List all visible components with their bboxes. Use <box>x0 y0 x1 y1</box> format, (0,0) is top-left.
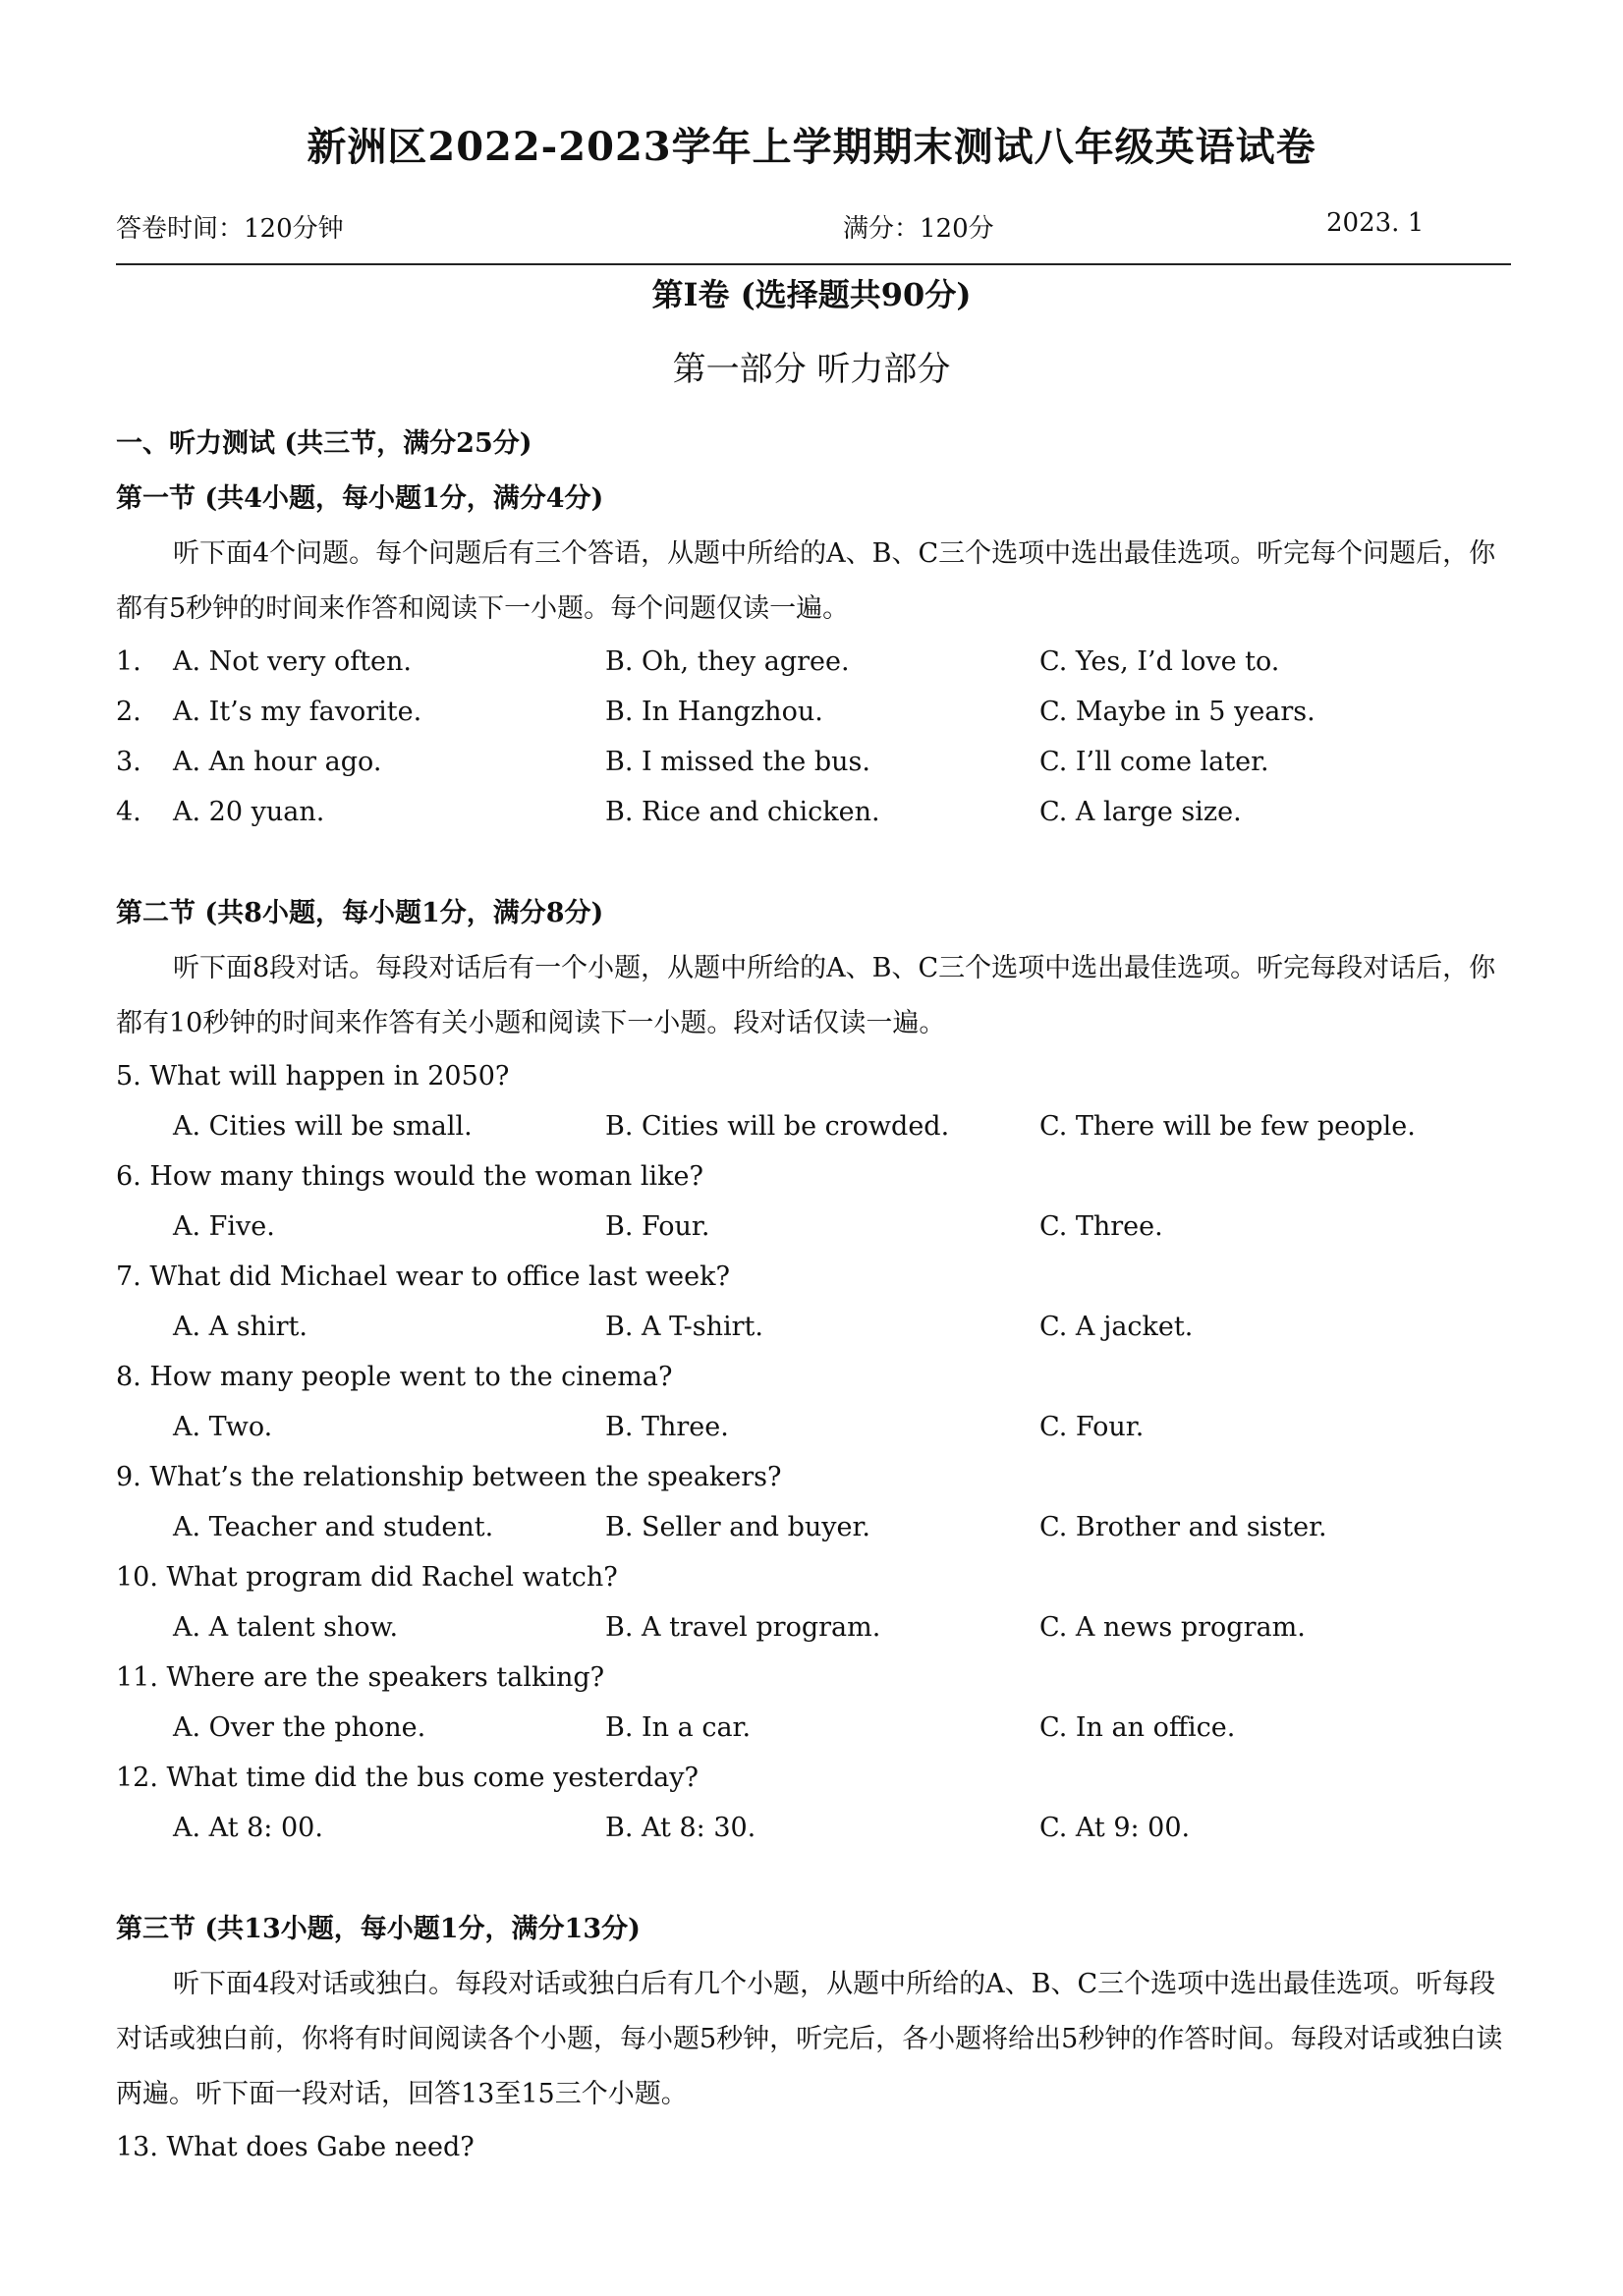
section-spacer <box>116 837 1521 886</box>
option-a: A. 20 yuan. <box>173 797 325 827</box>
option-b: B. Oh, they agree. <box>605 646 850 677</box>
option-b: B. At 8: 30. <box>605 1813 756 1843</box>
options-row <box>116 1202 1521 1252</box>
section-spacer <box>116 1853 1521 1902</box>
option-b: B. Seller and buyer. <box>605 1512 870 1542</box>
option-a: A. An hour ago. <box>173 747 382 777</box>
question-text: 10. What program did Rachel watch? <box>116 1562 618 1593</box>
question-number: 1. <box>116 646 141 677</box>
question-number: 2. <box>116 697 141 727</box>
sec1-heading: 第一节 (共4小题，每小题1分，满分4分) <box>116 483 604 514</box>
options-row <box>116 1602 1521 1652</box>
question-text: 9. What’s the relationship between the speakers? <box>116 1462 782 1492</box>
option-b: B. A travel program. <box>605 1612 881 1643</box>
option-a: A. A talent show. <box>173 1612 399 1643</box>
option-a: A. Five. <box>173 1211 275 1242</box>
sec2-heading: 第二节 (共8小题，每小题1分，满分8分) <box>116 898 604 928</box>
question-text: 11. Where are the speakers talking? <box>116 1662 605 1693</box>
sec2-instructions: 听下面8段对话。每段对话后有一个小题，从题中所给的A、B、C三个选项中选出最佳选项。听完每段对话后，你都有10秒钟的时间来作答有关小题和阅读下一小题。段对话仅读一遍。 <box>116 953 1496 1038</box>
option-c: C. Four. <box>1039 1412 1145 1442</box>
sec3-heading: 第三节 (共13小题，每小题1分，满分13分) <box>116 1914 641 1944</box>
option-c: C. In an office. <box>1039 1712 1236 1743</box>
option-c: C. I’ll come later. <box>1039 747 1269 777</box>
options-row <box>116 1502 1521 1552</box>
option-a: A. Over the phone. <box>173 1712 426 1743</box>
question-number: 4. <box>116 797 141 827</box>
option-c: C. A large size. <box>1039 797 1242 827</box>
header-divider <box>116 263 1511 265</box>
option-b: B. Rice and chicken. <box>605 797 880 827</box>
option-b: B. A T-shirt. <box>605 1312 763 1342</box>
option-c: C. A news program. <box>1039 1612 1306 1643</box>
sec2-items <box>116 1051 1521 1853</box>
option-b: B. In Hangzhou. <box>605 697 823 727</box>
option-c: C. Brother and sister. <box>1039 1512 1327 1542</box>
option-a: A. At 8: 00. <box>173 1813 323 1843</box>
question-text: 7. What did Michael wear to office last week? <box>116 1261 730 1292</box>
question-text: 5. What will happen in 2050? <box>116 1061 510 1092</box>
option-b: B. Three. <box>605 1412 729 1442</box>
question-row <box>116 687 1521 737</box>
question-row <box>116 637 1521 687</box>
options-row <box>116 1101 1521 1151</box>
question-row <box>116 737 1521 787</box>
option-a: A. Teacher and student. <box>173 1512 494 1542</box>
content-flow <box>116 417 1521 2172</box>
question-text: 8. How many people went to the cinema? <box>116 1362 673 1392</box>
question-number: 3. <box>116 747 141 777</box>
volume-title: 第Ⅰ卷 (选择题共90分) <box>651 276 972 313</box>
sec1-instructions: 听下面4个问题。每个问题后有三个答语，从题中所给的A、B、C三个选项中选出最佳选项。听完每个问题后，你都有5秒钟的时间来作答和阅读下一小题。每个问题仅读一遍。 <box>116 538 1496 624</box>
exam-time: 答卷时间：120分钟 <box>116 214 344 244</box>
question-text: 6. How many things would the woman like? <box>116 1161 703 1192</box>
question-text: 13. What does Gabe need? <box>116 2132 475 2162</box>
options-row <box>116 1302 1521 1352</box>
section-heading: 一、听力测试 (共三节，满分25分) <box>116 428 532 459</box>
option-a: A. Cities will be small. <box>173 1111 473 1142</box>
option-a: A. Not very often. <box>173 646 412 677</box>
question-text: 12. What time did the bus come yesterday? <box>116 1763 700 1793</box>
options-row <box>116 1803 1521 1853</box>
option-b: B. I missed the bus. <box>605 747 870 777</box>
option-b: B. Cities will be crowded. <box>605 1111 950 1142</box>
option-c: C. Yes, I’d love to. <box>1039 646 1280 677</box>
option-c: C. There will be few people. <box>1039 1111 1416 1142</box>
option-c: C. At 9: 00. <box>1039 1813 1191 1843</box>
option-b: B. Four. <box>605 1211 710 1242</box>
option-a: A. It’s my favorite. <box>173 697 422 727</box>
exam-title: 新洲区2022-2023学年上学期期末测试八年级英语试卷 <box>307 124 1316 170</box>
option-c: C. A jacket. <box>1039 1312 1194 1342</box>
option-a: A. A shirt. <box>173 1312 308 1342</box>
exam-score: 满分：120分 <box>843 214 994 244</box>
option-a: A. Two. <box>173 1412 273 1442</box>
option-c: C. Three. <box>1039 1211 1163 1242</box>
part-title: 第一部分 听力部分 <box>672 350 951 389</box>
exam-date: 2023. 1 <box>1326 208 1425 238</box>
question-row <box>116 787 1521 837</box>
option-c: C. Maybe in 5 years. <box>1039 697 1315 727</box>
sec1-items <box>116 637 1521 837</box>
option-b: B. In a car. <box>605 1712 752 1743</box>
options-row <box>116 1703 1521 1753</box>
sec3-instructions: 听下面4段对话或独白。每段对话或独白后有几个小题，从题中所给的A、B、C三个选项中选出最佳选项。听每段对话或独白前，你将有时间阅读各个小题，每小题5秒钟，听完后，各小题将给出5秒钟的作答时间。每段对话或独白读两遍。听下面一段对话，回答13至15三个小题。 <box>116 1969 1503 2109</box>
options-row <box>116 1402 1521 1452</box>
